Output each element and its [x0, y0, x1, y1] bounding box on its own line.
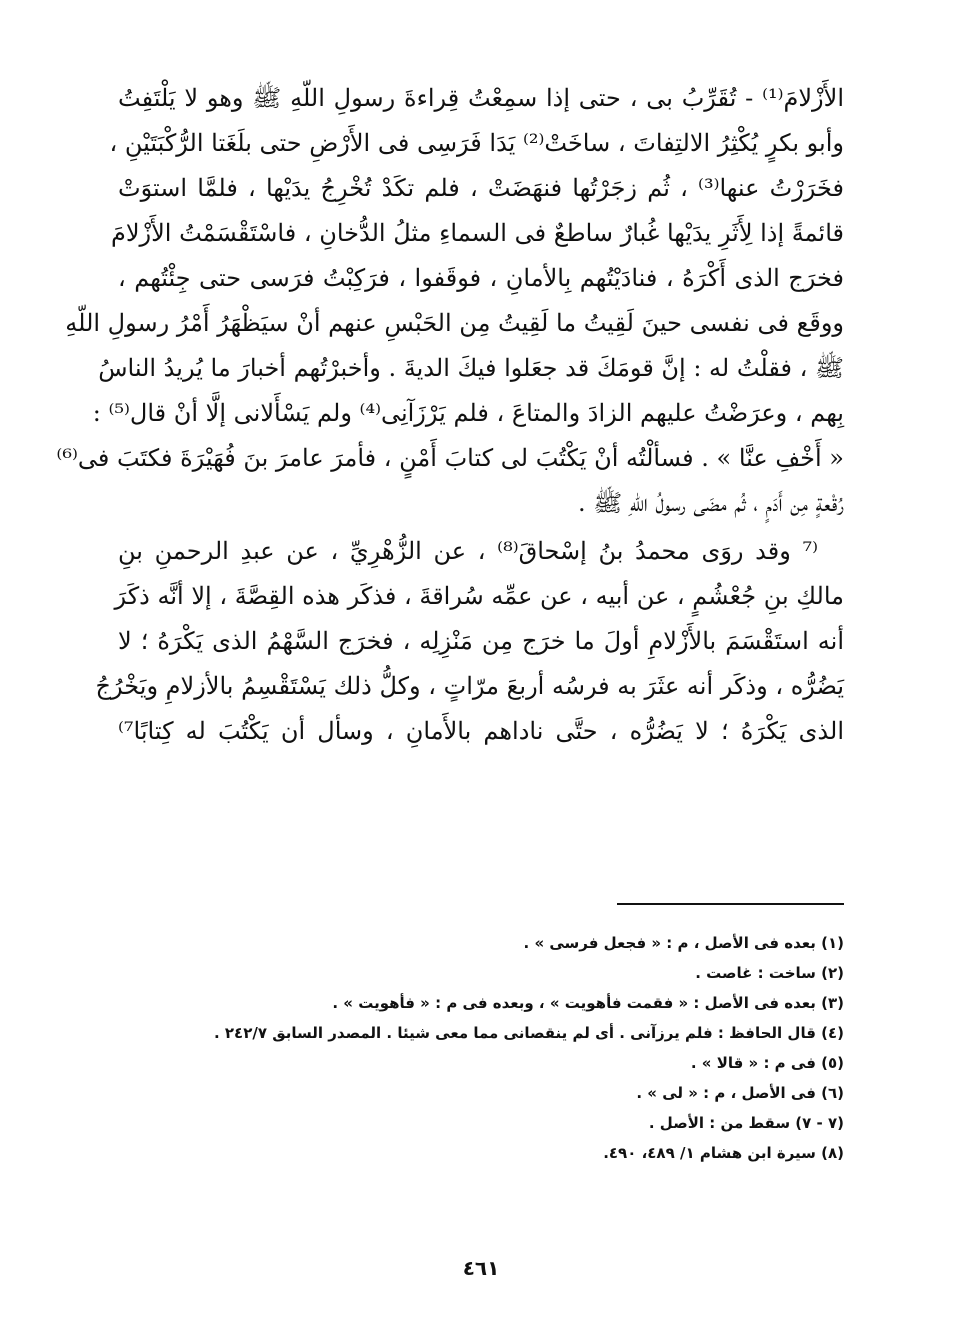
- text-line: ﷺ ، فقلْتُ له : إنَّ قومَكَ قد جعَلوا فيكَ الديةَ . وأخبرْتُهم أخبارَ ما يُريدُ الناسُ: [98, 354, 844, 382]
- footnote: (٥) فى م : « قالا » .: [690, 1054, 844, 1072]
- text-line: الأَزْلامَ⁽¹⁾ - تُقَرِّبُ بى ، حتى إذا سمِعْتُ قِراءةَ رسولِ اللّهِ ﷺ وهو لا يَلْتَفِتُ: [118, 84, 844, 112]
- footnote: (٧ - ٧) سقط من : الأصل .: [648, 1114, 844, 1132]
- footnote: (١) بعده فى الأصل ، م : « فجعل فرسى » .: [523, 934, 844, 952]
- footnote-separator: [617, 903, 844, 905]
- text-line: بِهم ، وعرَضْتُ عليهم الزادَ والمتاعَ ، فلم يَرْزَآنِى⁽⁴⁾ ولم يَسْأَلانى إلَّا أنْ قال⁽⁵⁾ :: [92, 399, 844, 427]
- page-number: ٤٦١: [462, 1256, 500, 1280]
- footnotes: [118, 928, 844, 1168]
- text-line: الذى يَكْرَهُ ؛ لا يَضُرُّه ، حتَّى ناداهم بالأَمانِ ، وسأل أن يَكْتُبَ له كِتابًا⁷⁾: [118, 717, 845, 745]
- text-line: « أَخْفِ عنَّا » . فسألْتُه أنْ يَكْتُبَ لى كتابَ أَمْنٍ ، فأمرَ عامرَ بنَ فُهَيْرَةَ فكتَبَ فى⁽⁶⁾: [56, 444, 844, 472]
- footnote: (٦) فى الأصل ، م : « لى » .: [636, 1084, 844, 1102]
- footnote: (٤) قال الحافظ : فلم يرزآنى . أى لم ينقصانى مما معى شيئا . المصدر السابق ٢٤٢/٧ .: [213, 1024, 844, 1042]
- text-line: فخرَج الذى أَكْرَهُ ، فنادَيْتُهم بِالأمانِ ، فوقَفوا ، فرَكِبْتُ فرَسى حتى جِئْتُهم ،: [118, 264, 844, 292]
- text-line: فخَرَرْتُ عنها⁽³⁾ ، ثُم زجَرْتُها فنهَضَتْ ، فلم تكَدْ تُخْرِجُ يدَيْها ، فلمَّا استوَتْ: [118, 174, 844, 202]
- text-line: يَضُرُّه ، وذكَر أنه عثَرَ به فرسُه أربعَ مرّاتٍ ، وكلُّ ذلك يَسْتَقْسِمُ بالأزلامِ ويَخْرُجُ: [95, 672, 844, 700]
- text-line: ⁽⁷ وقد روَى محمدُ بنُ إسْحاقَ⁽⁸⁾ ، عن الزُّهْرِيِّ ، عن عبدِ الرحمنِ بنِ: [118, 537, 818, 565]
- text-line: مالكِ بنِ جُعْشُمٍ ، عن أبيه ، عن عمِّه سُراقةَ ، فذكَر هذه القِصَّةَ ، إلا أنَّه ذكَرَ: [114, 582, 844, 610]
- text-line: قائمةً إذا لِأَثَرِ يدَيْها غُبارٌ ساطعٌ فى السماءِ مثلُ الدُّخانِ ، فاسْتَقْسَمْتُ الأَزْلامَ: [110, 219, 844, 247]
- main-text: [56, 76, 845, 754]
- text-line: رُقْعةٍ مِن أَدَمٍ ، ثُم مضَى رسولُ اللّهِ ﷺ .: [577, 489, 844, 517]
- footnote: (٣) بعده فى الأصل : « فقمت فأهويت » ، وبعده فى م : « فأهويت » .: [332, 994, 844, 1012]
- text-line: وأبو بكرٍ يُكْثِرُ الالتِفاتَ ، ساخَتْ⁽²⁾ يَدَا فَرَسِى فى الأَرْضِ حتى بلَغَتا الرُّكْبَتَيْنِ ،: [109, 129, 844, 157]
- text-line: ووقَع فى نفسى حينَ لَقِيتُ ما لَقِيتُ مِن الحَبْسِ عنهم أنْ سيَظْهَرُ أَمْرُ رسولِ اللّهِ: [65, 309, 844, 337]
- footnote: (٢) ساخت : غاصت .: [695, 964, 844, 982]
- footnote: (٨) سيرة ابن هشام ١/ ٤٨٩، ٤٩٠.: [603, 1144, 844, 1162]
- text-line: أنه استَقْسَمَ بالأَزْلامِ أولَ ما خرَج مِن مَنْزِلِه ، فخرَج السَّهْمُ الذى يَكْرَهُ ؛ لا: [118, 627, 844, 655]
